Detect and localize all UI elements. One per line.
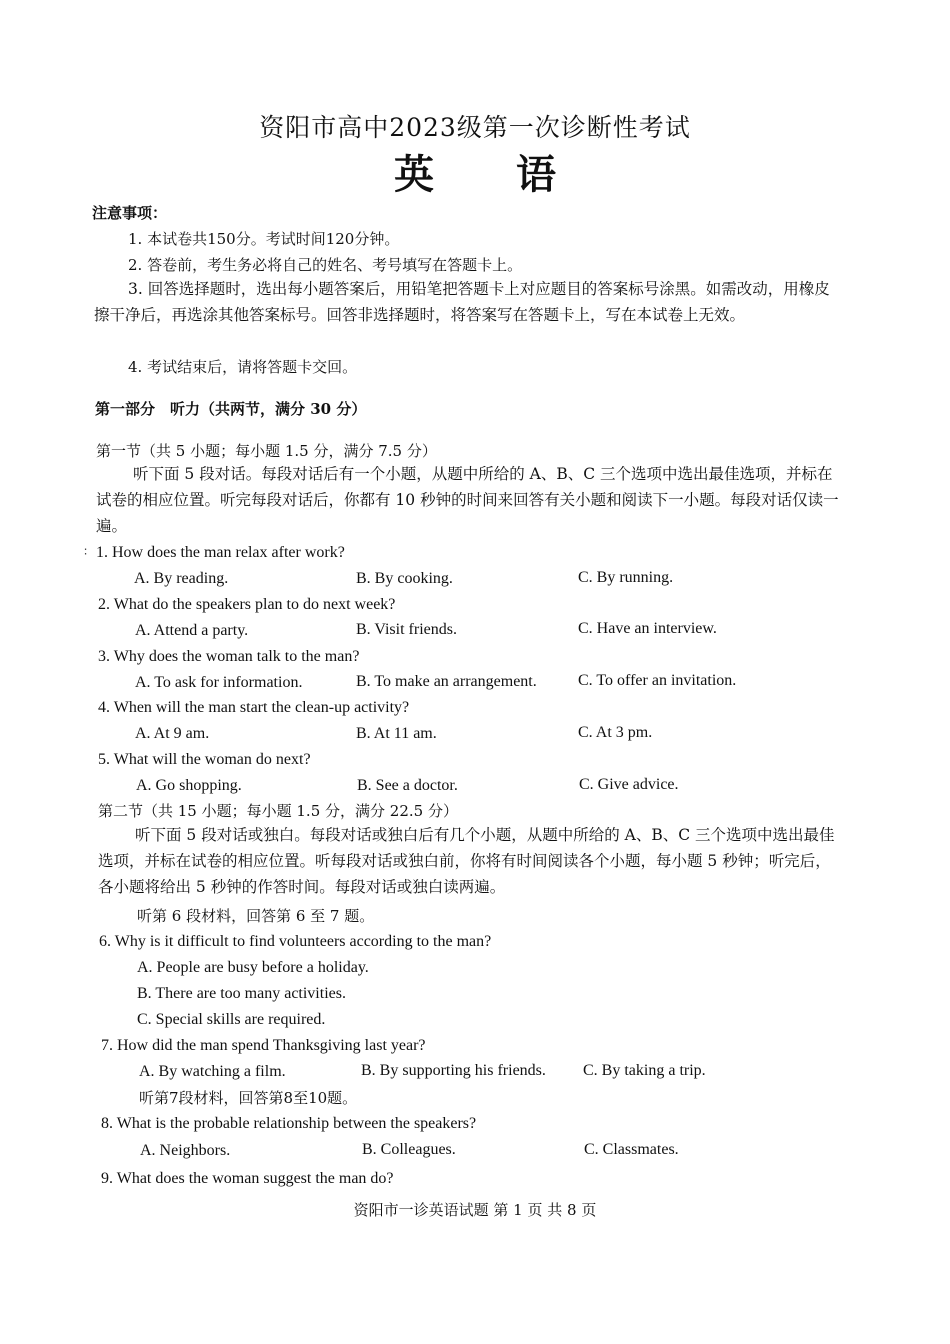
question-1: 1. How does the man relax after work?: [96, 544, 345, 561]
q7-option-c: C. By taking a trip.: [583, 1062, 706, 1079]
question-2: 2. What do the speakers plan to do next week?: [98, 596, 396, 613]
q6-option-c: C. Special skills are required.: [137, 1011, 326, 1028]
q6-option-b: B. There are too many activities.: [137, 985, 346, 1002]
q3-option-a: A. To ask for information.: [135, 674, 303, 691]
question-6: 6. Why is it difficult to find volunteers according to the man?: [99, 933, 492, 950]
q7-option-b: B. By supporting his friends.: [361, 1062, 546, 1079]
section1-heading: 第一节（共 5 小题；每小题 1.5 分，满分 7.5 分）: [96, 442, 437, 460]
q4-option-c: C. At 3 pm.: [578, 724, 653, 741]
q1-option-c: C. By running.: [578, 569, 674, 586]
q5-option-c: C. Give advice.: [579, 776, 679, 793]
q8-option-a: A. Neighbors.: [140, 1142, 231, 1159]
question-8: 8. What is the probable relationship between the speakers?: [101, 1115, 477, 1132]
question-3: 3. Why does the woman talk to the man?: [98, 648, 360, 665]
material-6-instruction: 听第 6 段材料，回答第 6 至 7 题。: [137, 907, 375, 925]
material-7-instruction: 听第7段材料，回答第8至10题。: [139, 1089, 358, 1107]
q2-option-c: C. Have an interview.: [578, 620, 717, 637]
note-item-1: 1. 本试卷共150分。考试时间120分钟。: [128, 230, 400, 248]
note-item-4: 4. 考试结束后，请将答题卡交回。: [128, 358, 358, 376]
q1-option-a: A. By reading.: [134, 570, 229, 587]
q3-option-b: B. To make an arrangement.: [356, 673, 537, 690]
q6-option-a: A. People are busy before a holiday.: [137, 959, 369, 976]
subject-title: 英 语: [394, 151, 590, 198]
notes-heading: 注意事项：: [92, 204, 168, 222]
note-item-3: 3. 回答选择题时，选出每小题答案后，用铅笔把答题卡上对应题目的答案标号涂黑。如需改动，用橡皮擦干净后，再选涂其他答案标号。回答非选择题时，将答案写在答题卡上，写在本试卷上无效。: [94, 280, 830, 324]
question-9: 9. What does the woman suggest the man do?: [101, 1170, 394, 1187]
exam-title: 资阳市高中2023级第一次诊断性考试: [259, 113, 691, 142]
page-footer: 资阳市一诊英语试题 第 1 页 共 8 页: [353, 1201, 597, 1219]
note-item-2: 2. 答卷前，考生务必将自己的姓名、考号填写在答题卡上。: [128, 256, 523, 274]
q5-option-a: A. Go shopping.: [136, 777, 242, 794]
q4-option-b: B. At 11 am.: [356, 725, 437, 742]
q4-option-a: A. At 9 am.: [135, 725, 210, 742]
q2-option-a: A. Attend a party.: [135, 622, 249, 639]
question-4: 4. When will the man start the clean-up activity?: [98, 699, 410, 716]
q2-option-b: B. Visit friends.: [356, 621, 457, 638]
question-7: 7. How did the man spend Thanksgiving last year?: [101, 1037, 426, 1054]
q7-option-a: A. By watching a film.: [139, 1063, 286, 1080]
section1-instruction: 听下面 5 段对话。每段对话后有一个小题，从题中所给的 A、B、C 三个选项中选出最佳选项，并标在试卷的相应位置。听完每段对话后，你都有 10 秒钟的时间来回答有关小题和阅读下一小题。每段对话仅读一遍。: [96, 465, 839, 535]
q8-option-b: B. Colleagues.: [362, 1141, 456, 1158]
q5-option-b: B. See a doctor.: [357, 777, 458, 794]
q8-option-c: C. Classmates.: [584, 1141, 679, 1158]
section2-instruction: 听下面 5 段对话或独白。每段对话或独白后有几个小题，从题中所给的 A、B、C 三个选项中选出最佳选项，并标在试卷的相应位置。听每段对话或独白前，你将有时间阅读各个小题，每小题 5 秒钟；听完后，各小题将给出 5 秒钟的作答时间。每段对话或独白读两遍。: [98, 826, 835, 896]
scan-mark: ∶: [84, 545, 88, 559]
section2-heading: 第二节（共 15 小题；每小题 1.5 分，满分 22.5 分）: [98, 802, 458, 820]
part1-heading: 第一部分 听力（共两节，满分 30 分）: [95, 400, 367, 418]
question-5: 5. What will the woman do next?: [98, 751, 311, 768]
q1-option-b: B. By cooking.: [356, 570, 453, 587]
q3-option-c: C. To offer an invitation.: [578, 672, 737, 689]
